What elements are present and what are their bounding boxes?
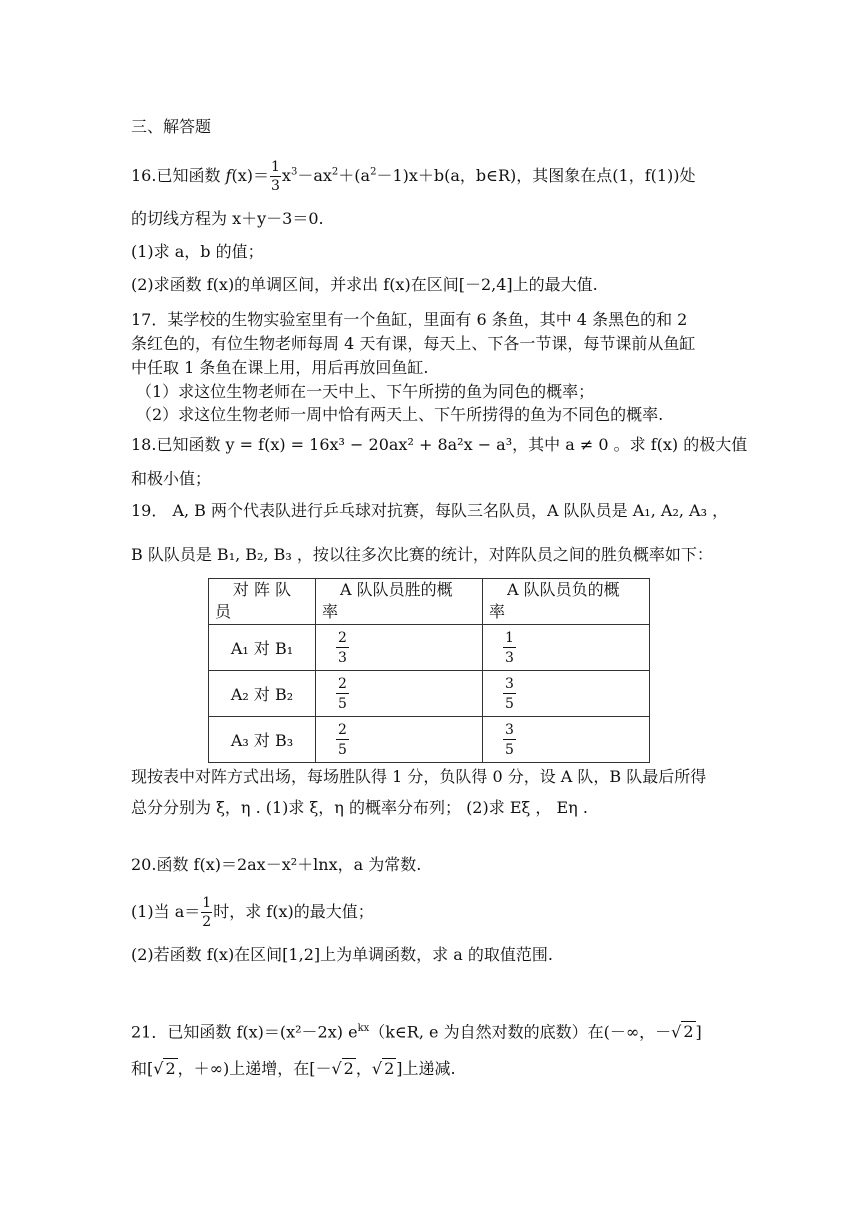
pair-cell: A₃ 对 B₃ [209,717,316,763]
fraction: $\frac{1}{3}$ [270,159,280,194]
q19-line-4: 总分分别为 ξ，η . (1)求 ξ，η 的概率分布列； (2)求 Eξ ， Eη . [131,798,588,817]
q21-line-1: 21．已知函数 f(x)＝(x²－2x) $e^{kx}(k\in R$, e 为自然对数的底数）在(－∞，－√ 2 ] [131,1022,702,1042]
sqrt-icon: √ [371,1059,383,1078]
lose-cell: $\frac{1}{3}$ [483,625,650,671]
q17-line-1: 17．某学校的生物实验室里有一个鱼缸，里面有 6 条鱼，其中 4 条黑色的和 2 [131,310,688,329]
header-lose: A 队队员负的概 率 [483,579,650,625]
sqrt-icon: √ [153,1059,164,1078]
sqrt-icon: √ [671,1022,682,1042]
q18-line-2: 和极小值； [131,469,212,488]
q18-line-1: 18.已知函数 y = f(x) = 16x³ − 20ax² + 8a²x − a³，其中 a ≠ 0 。求 f(x) 的极大值 [131,435,748,454]
q17-line-2: 条红色的，有位生物老师每周 4 天有课，每天上、下各一节课，每节课前从鱼缸 [131,334,696,353]
table-row [209,671,650,717]
q19-line-1: 19． A, B 两个代表队进行乒乓球对抗赛，每队三名队员，A 队队员是 A₁, A₂, A₃ ， [131,501,729,520]
lose-cell: $\frac{3}{5}$ [483,717,650,763]
probability-table [208,578,650,763]
q17-part-2: （2）求这位生物老师一周中恰有两天上、下午所捞得的鱼为不同色的概率. [136,405,664,424]
q19-line-2: B 队队员是 B₁, B₂, B₃ ，按以往多次比赛的统计，对阵队员之间的胜负概率如下： [131,545,713,564]
win-cell: $\frac{2}{5}$ [316,671,483,717]
q20-part-2: (2)若函数 f(x)在区间[1,2]上为单调函数，求 a 的取值范围. [131,945,553,964]
q19-line-3: 现按表中对阵方式出场，每场胜队得 1 分，负队得 0 分，设 A 队，B 队最后所得 [131,767,707,786]
win-cell: $\frac{2}{3}$ [316,625,483,671]
header-pair: 对 阵 队 员 [209,579,316,625]
q16-part-2: (2)求函数 f(x)的单调区间，并求出 f(x)在区间[－2,4]上的最大值. [131,275,598,294]
section-heading: 三、解答题 [131,117,212,136]
q17-part-1: （1）求这位生物老师在一天中上、下午所捞的鱼为同色的概率； [136,382,595,401]
table-row [209,625,650,671]
q17-line-3: 中任取 1 条鱼在课上用，用后再放回鱼缸. [131,358,429,377]
table-header-row [209,579,650,625]
win-cell: $\frac{2}{5}$ [316,717,483,763]
fraction: $\frac{1}{2}$ [202,895,212,930]
q20-part-1: (1)当 a＝ $\frac{1}{2}$ 时，求 f(x)的最大值； [131,895,374,930]
lose-cell: $\frac{3}{5}$ [483,671,650,717]
q16-line-2: 的切线方程为 x＋y－3＝0. [131,209,324,228]
q20-line-1: 20.函数 f(x)＝2ax－x²＋lnx，a 为常数. [131,855,422,874]
q16-part-1: (1)求 a，b 的值； [131,242,264,261]
q16-line-1: 16.已知函数 f(x)＝ $\frac{1}{3}$ $x^3-ax^2+(a^2-1)x+b(a$，b∈R)，其图象在点(1，f(1))处 [131,159,696,194]
sqrt-icon: √ [331,1059,342,1078]
q21-line-2: 和[√ 2 ，＋∞)上递增，在[－√ 2 ，√ 2 ]上递减. [131,1059,456,1078]
pair-cell: A₁ 对 B₁ [209,625,316,671]
table-row [209,717,650,763]
header-win: A 队队员胜的概 率 [316,579,483,625]
pair-cell: A₂ 对 B₂ [209,671,316,717]
